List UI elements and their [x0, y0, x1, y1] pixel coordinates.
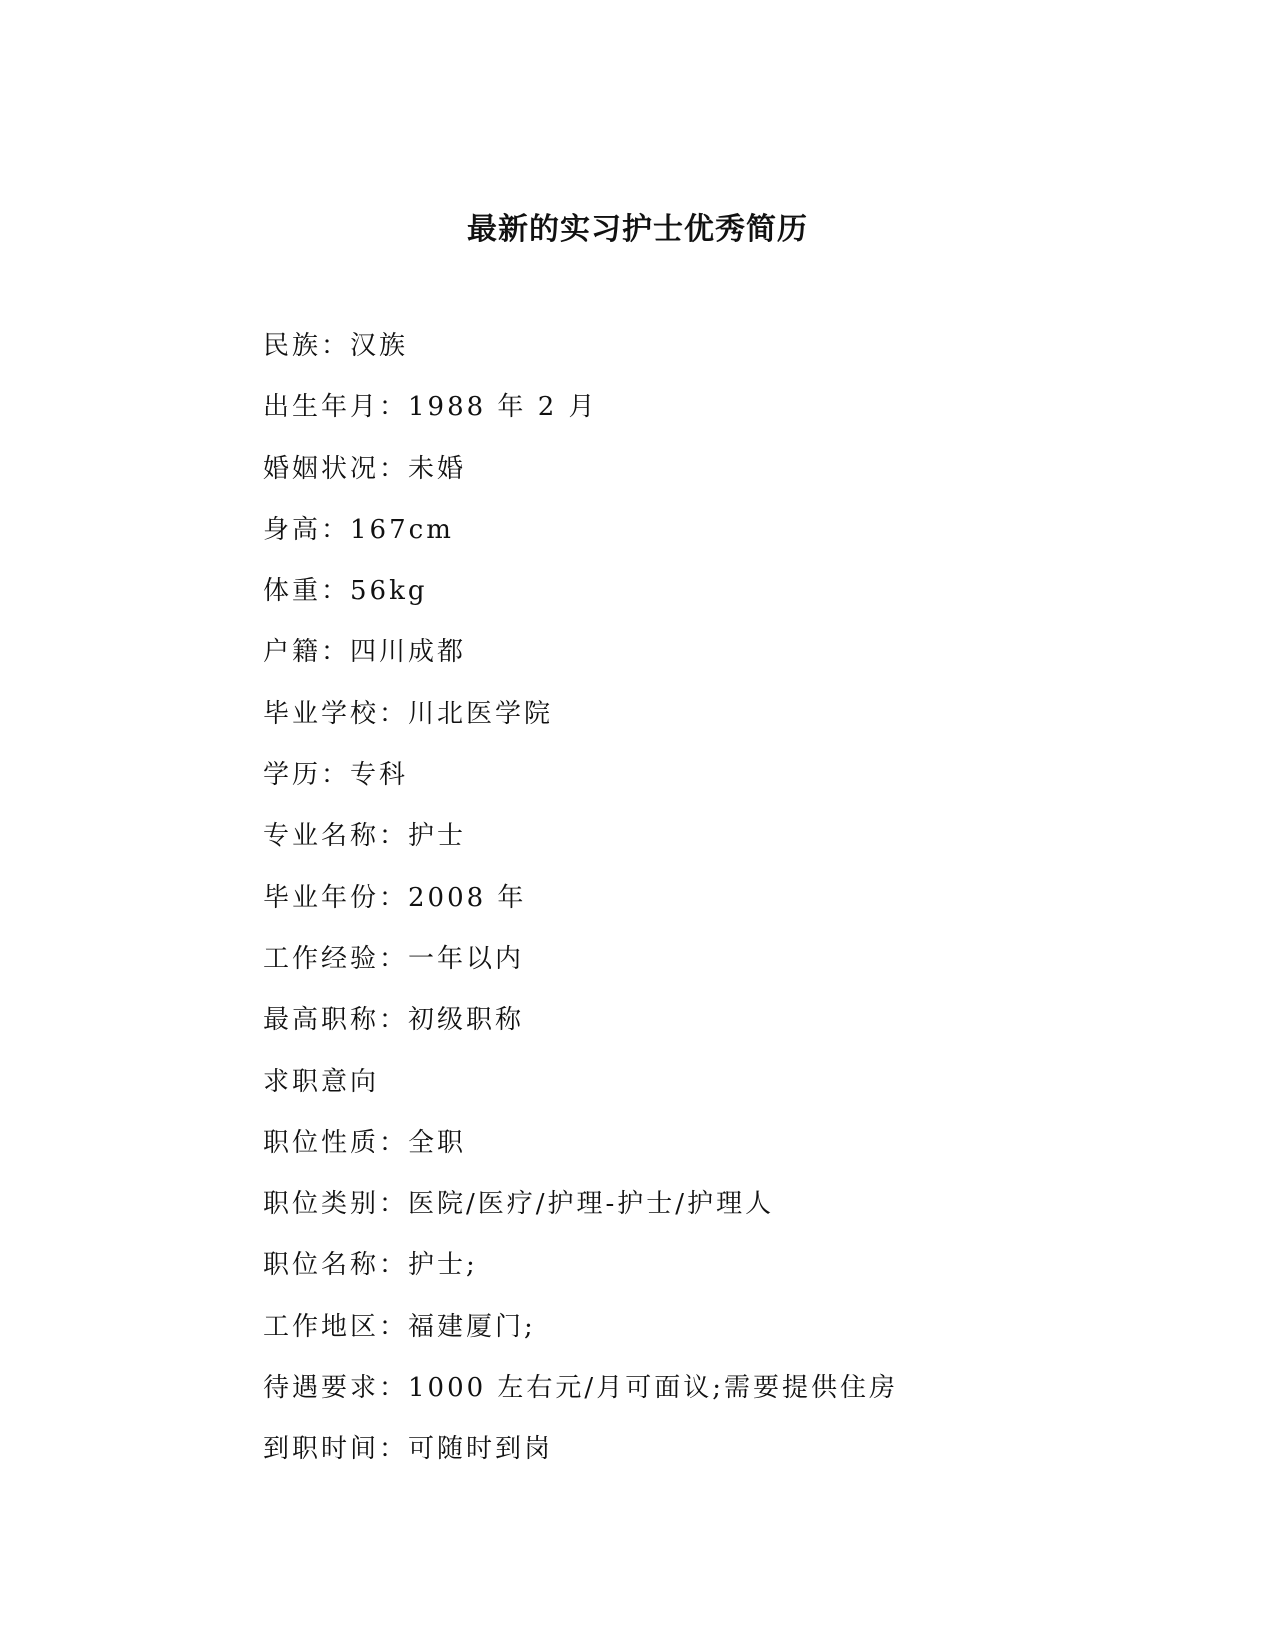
resume-line-birth-date: 出生年月：1988 年 2 月	[263, 392, 598, 423]
resume-line-job-category: 职位类别：医院/医疗/护理-护士/护理人	[263, 1189, 775, 1220]
resume-section-job-intent: 求职意向	[263, 1066, 380, 1097]
resume-line-experience: 工作经验：一年以内	[263, 943, 525, 974]
resume-line-start-time: 到职时间：可随时到岗	[263, 1434, 554, 1465]
resume-line-marital-status: 婚姻状况：未婚	[263, 453, 467, 484]
document-title: 最新的实习护士优秀简历	[467, 212, 808, 247]
resume-line-job-type: 职位性质：全职	[263, 1127, 467, 1158]
resume-line-school: 毕业学校：川北医学院	[263, 698, 554, 729]
resume-line-ethnicity: 民族：汉族	[263, 331, 409, 361]
resume-line-height: 身高：167cm	[263, 514, 454, 545]
resume-line-major: 专业名称：护士	[263, 821, 467, 852]
resume-lines	[263, 332, 898, 1497]
resume-line-household: 户籍：四川成都	[263, 637, 467, 668]
resume-line-education: 学历：专科	[263, 760, 409, 791]
resume-line-title-level: 最高职称：初级职称	[263, 1005, 525, 1036]
resume-line-work-area: 工作地区：福建厦门;	[263, 1311, 536, 1342]
resume-line-salary: 待遇要求：1000 左右元/月可面议;需要提供住房	[263, 1373, 898, 1404]
resume-line-graduation-year: 毕业年份：2008 年	[263, 882, 527, 913]
resume-line-weight: 体重：56kg	[263, 576, 428, 607]
resume-line-job-title: 职位名称：护士;	[263, 1250, 478, 1281]
